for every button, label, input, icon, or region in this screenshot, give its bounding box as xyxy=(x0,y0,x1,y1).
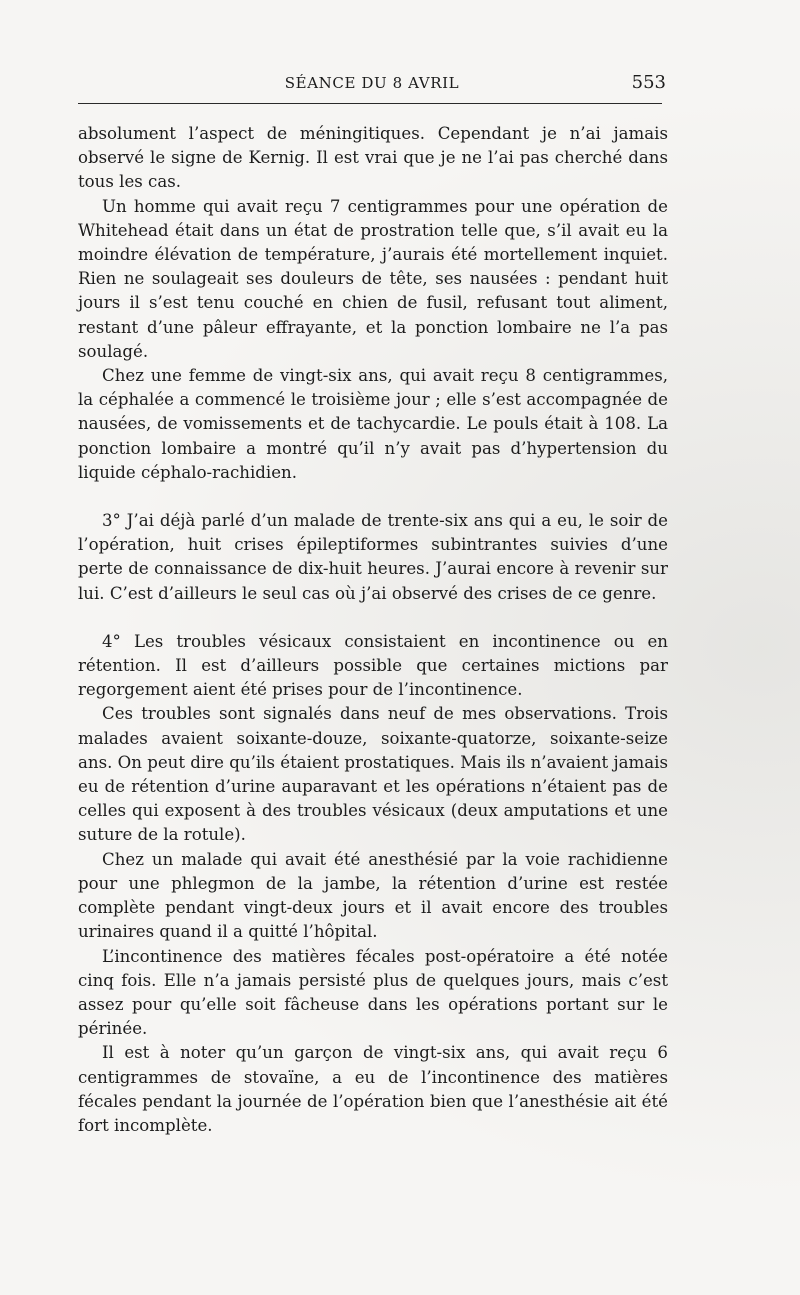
running-title: SÉANCE DU 8 AVRIL xyxy=(284,74,460,92)
paragraph: Un homme qui avait reçu 7 centigrammes pour une opération de Whitehead était dans un état de prostration telle que, s’il avait eu la moindre élévation de température, j’aurais été mortellement inquiet. Rien ne soulageait ses douleurs de tête, ses nausées : pendant huit jours il s’est tenu couché en chien de fusil, refusant tout aliment, restant d’une pâleur effrayante, et la ponction lombaire ne l’a pas soulagé. xyxy=(78,196,668,361)
paragraph: 3° J’ai déjà parlé d’un malade de trente-six ans qui a eu, le soir de l’opération, huit crises épileptiformes subintrantes suivies d’une perte de connaissance de dix-huit heures. J’aurai encore à revenir sur lui. C’est d’ailleurs le seul cas où j’ai observé des crises de ce genre. xyxy=(78,511,668,603)
paragraph: 4° Les troubles vésicaux consistaient en incontinence ou en rétention. Il est d’ailleurs possible que certaines mictions par regorgement aient été prises pour de l’incontinence. xyxy=(78,631,668,700)
paragraph: Il est à noter qu’un garçon de vingt-six ans, qui avait reçu 6 centigrammes de stovaïne, a eu de l’incontinence des matières fécales pendant la journée de l’opération bien que l’anesthésie ait été fort incomplète. xyxy=(78,1043,668,1135)
paragraph: absolument l’aspect de méningitiques. Cependant je n’ai jamais observé le signe de Kernig. Il est vrai que je ne l’ai pas cherché dans tous les cas. xyxy=(78,124,668,192)
body-text xyxy=(78,122,668,1138)
paragraph: Chez une femme de vingt-six ans, qui avait reçu 8 centigrammes, la céphalée a commencé le troisième jour ; elle s’est accompagnée de nausées, de vomissements et de tachycardie. Le pouls était à 108. La ponction lombaire a montré qu’il n’y avait pas d’hypertension du liquide céphalo-rachidien. xyxy=(78,366,668,482)
header-rule xyxy=(78,103,662,104)
paragraph: L’incontinence des matières fécales post-opératoire a été notée cinq fois. Elle n’a jamais persisté plus de quelques jours, mais c’est assez pour qu’elle soit fâcheuse dans les opérations portant sur le périnée. xyxy=(78,946,668,1039)
page-number: 553 xyxy=(631,72,666,93)
running-head xyxy=(78,74,666,96)
paragraph: Ces troubles sont signalés dans neuf de mes observations. Trois malades avaient soixante-douze, soixante-quatorze, soixante-seize ans. On peut dire qu’ils étaient prostatiques. Mais ils n’avaient jamais eu de rétention d’urine auparavant et les opérations n’étaient pas de celles qui exposent à des troubles vésicaux (deux amputations et une suture de la rotule). xyxy=(78,704,668,845)
paragraph: Chez un malade qui avait été anesthésié par la voie rachidienne pour une phlegmon de la jambe, la rétention d’urine est restée complète pendant vingt-deux jours et il avait encore des troubles urinaires quand il a quitté l’hôpital. xyxy=(78,849,668,942)
